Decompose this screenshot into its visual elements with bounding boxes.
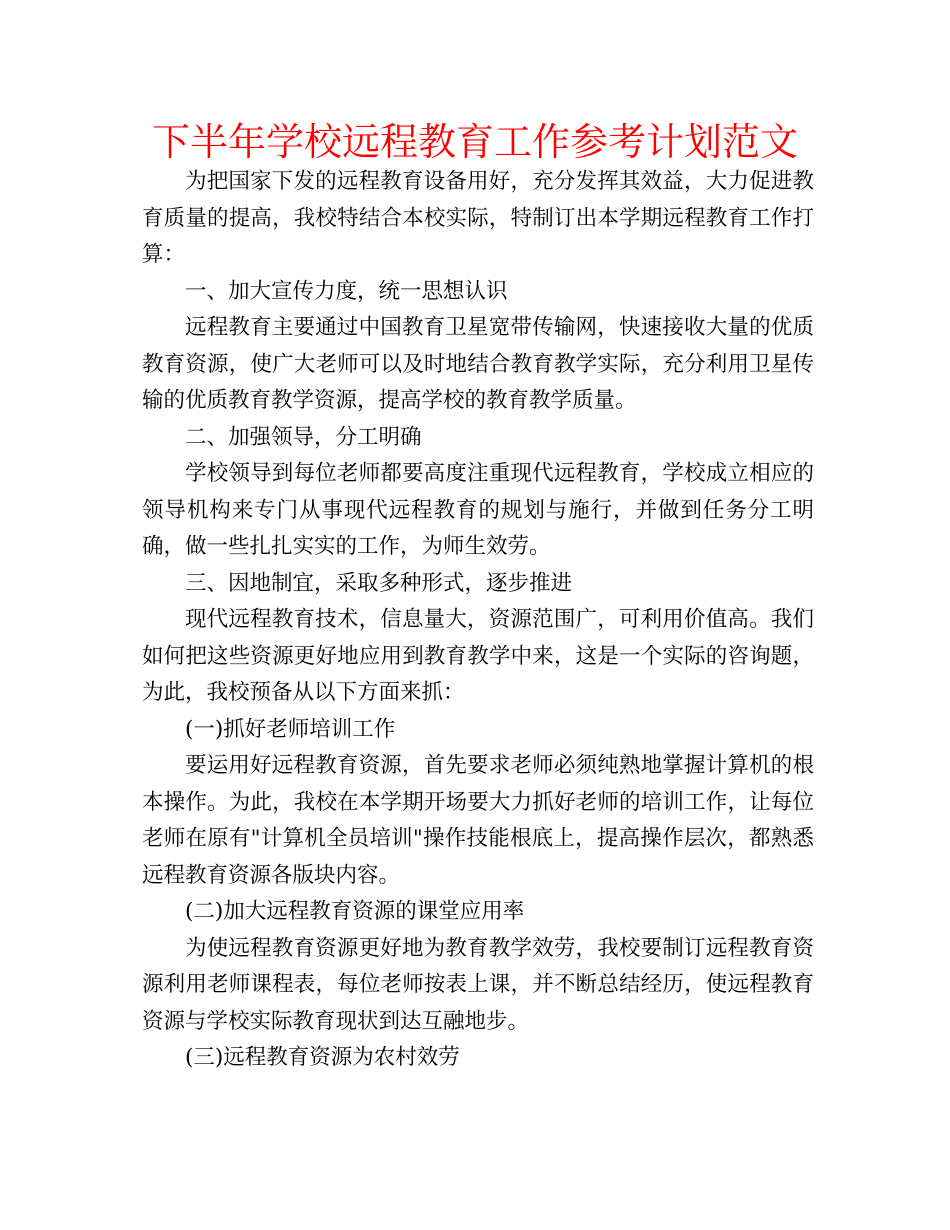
section-paragraph-1: 远程教育主要通过中国教育卫星宽带传输网，快速接收大量的优质教育资源，使广大老师可以及时地结合教育教学实际，充分利用卫星传输的优质教育教学资源，提高学校的教育教学质量。 [142,315,814,413]
subsection-heading-3: (三)远程教育资源为农村效劳 [185,1045,460,1070]
subsection-paragraph-2: 为使远程教育资源更好地为教育教学效劳，我校要制订远程教育资源利用老师课程表，每位老师按表上课，并不断总结经历，使远程教育资源与学校实际教育现状到达互融地步。 [142,935,814,1034]
intro-paragraph: 为把国家下发的远程教育设备用好，充分发挥其效益，大力促进教育质量的提高，我校特结合本校实际，特制订出本学期远程教育工作打算： [142,169,814,267]
document-title: 下半年学校远程教育工作参考计划范文 [151,120,798,164]
section-heading-1: 一、加大宣传力度，统一思想认识 [185,278,508,304]
section-paragraph-2: 学校领导到每位老师都要高度注重现代远程教育，学校成立相应的领导机构来专门从事现代远程教育的规划与施行，并做到任务分工明确，做一些扎扎实实的工作，为师生效劳。 [142,461,814,559]
subsection-heading-2: (二)加大远程教育资源的课堂应用率 [185,899,525,924]
document-body [142,164,814,1077]
subsection-paragraph-1: 要运用好远程教育资源，首先要求老师必须纯熟地掌握计算机的根本操作。为此，我校在本学期开场要大力抓好老师的培训工作，让每位老师在原有"计算机全员培训"操作技能根底上，提高操作层次，都熟悉远程教育资源各版块内容。 [142,753,814,888]
section-heading-3: 三、因地制宜，采取多种形式，逐步推进 [185,570,573,596]
section-heading-2: 二、加强领导，分工明确 [185,424,422,450]
subsection-heading-1: (一)抓好老师培训工作 [185,716,396,742]
section-paragraph-3: 现代远程教育技术，信息量大，资源范围广，可利用价值高。我们如何把这些资源更好地应用到教育教学中来，这是一个实际的咨询题，为此，我校预备从以下方面来抓： [142,607,814,705]
